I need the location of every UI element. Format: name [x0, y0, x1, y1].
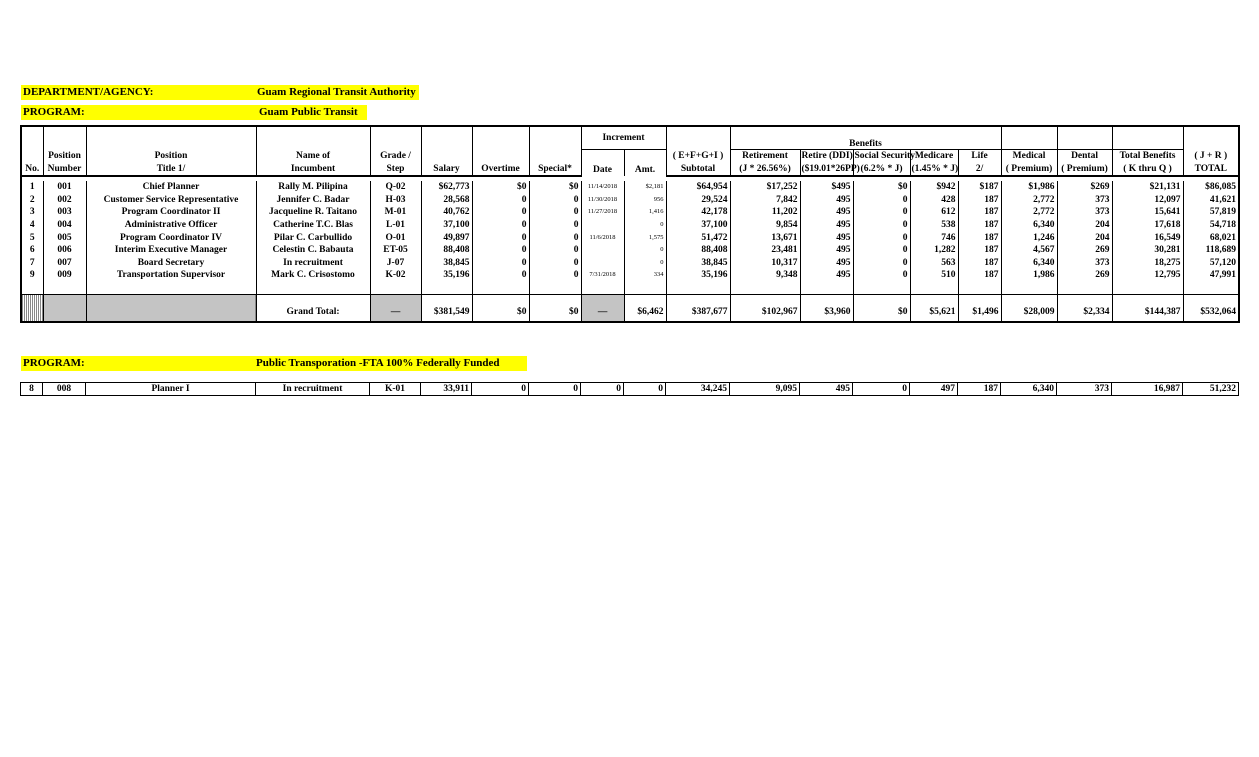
cell-life: 187 [958, 257, 1001, 270]
grand-total-ddi: $3,960 [800, 294, 853, 322]
cell-special: 0 [529, 219, 581, 232]
cell-medicare: $942 [910, 181, 958, 194]
table-row [21, 269, 1239, 282]
grand-total-retirement: $102,967 [730, 294, 800, 322]
cell-title: Program Coordinator II [86, 206, 256, 219]
grand-total-dental: $2,334 [1057, 294, 1112, 322]
cell-medicare: 538 [910, 219, 958, 232]
cell-total: 118,689 [1183, 244, 1239, 257]
cell-no: 3 [21, 206, 43, 219]
grand-total-life: $1,496 [958, 294, 1001, 322]
col-life: Life [958, 150, 1001, 163]
cell-total: 57,819 [1183, 206, 1239, 219]
cell-no: 7 [21, 257, 43, 270]
col-position-title-2: Title 1/ [86, 163, 256, 177]
col-medical: Medical [1001, 150, 1057, 163]
staffing-table [20, 125, 1240, 323]
grand-total-benefits: $144,387 [1112, 294, 1183, 322]
grand-total-medicare: $5,621 [910, 294, 958, 322]
cell-inc-date: 11/6/2018 [581, 232, 624, 245]
cell-inc-date [581, 219, 624, 232]
cell-inc-amt: 0 [624, 219, 666, 232]
cell-no: 2 [21, 194, 43, 207]
department-value: Guam Regional Transit Authority [257, 86, 416, 98]
cell-ss: 0 [853, 219, 910, 232]
cell-total: $86,085 [1183, 181, 1239, 194]
spacer-row [21, 282, 1239, 295]
cell-special: 0 [529, 244, 581, 257]
cell-ret: 7,842 [730, 194, 800, 207]
cell-salary: 33,911 [421, 383, 472, 396]
cell-subtotal: 51,472 [666, 232, 730, 245]
cell-dental: 373 [1057, 194, 1112, 207]
cell-title: Customer Service Representative [86, 194, 256, 207]
cell-totben: 30,281 [1112, 244, 1183, 257]
cell-totben: 18,275 [1112, 257, 1183, 270]
cell-pos: 003 [43, 206, 86, 219]
cell-medicare: 612 [910, 206, 958, 219]
cell-name: Pilar C. Carbullido [256, 232, 370, 245]
program-label: PROGRAM: [23, 106, 85, 118]
cell-grade: ET-05 [370, 244, 421, 257]
cell-medical: 2,772 [1001, 206, 1057, 219]
cell-name: Mark C. Crisostomo [256, 269, 370, 282]
federal-table [20, 382, 1239, 396]
cell-dental: 373 [1057, 206, 1112, 219]
col-no: No. [21, 163, 43, 177]
grand-total-medical: $28,009 [1001, 294, 1057, 322]
cell-medical: 4,567 [1001, 244, 1057, 257]
cell-salary: 35,196 [421, 269, 472, 282]
cell-ret: 11,202 [730, 206, 800, 219]
cell-subtotal: 37,100 [666, 219, 730, 232]
cell-ddi: 495 [800, 206, 853, 219]
col-subtotal: ( E+F+G+I ) [666, 150, 730, 163]
col-medicare: Medicare [910, 150, 958, 163]
cell-total: 51,232 [1183, 383, 1239, 396]
grand-total-subtotal: $387,677 [666, 294, 730, 322]
program-value: Guam Public Transit [259, 106, 358, 118]
col-dental-2: ( Premium) [1057, 163, 1112, 177]
cell-name: Jacqueline R. Taitano [256, 206, 370, 219]
cell-ret: 9,854 [730, 219, 800, 232]
cell-special: 0 [529, 269, 581, 282]
cell-medical: 6,340 [1001, 219, 1057, 232]
cell-life: 187 [958, 219, 1001, 232]
cell-name: In recruitment [256, 257, 370, 270]
table-row [21, 181, 1239, 194]
cell-grade: K-02 [370, 269, 421, 282]
cell-dental: 373 [1057, 257, 1112, 270]
cell-salary: 49,897 [421, 232, 472, 245]
cell-life: 187 [958, 244, 1001, 257]
cell-inc-date: 7/31/2018 [581, 269, 624, 282]
cell-total: 54,718 [1183, 219, 1239, 232]
cell-special: 0 [529, 194, 581, 207]
cell-medicare: 510 [910, 269, 958, 282]
cell-totben: 16,987 [1112, 383, 1183, 396]
cell-pos: 006 [43, 244, 86, 257]
cell-title: Administrative Officer [86, 219, 256, 232]
cell-inc-date: 11/14/2018 [581, 181, 624, 194]
cell-inc-date: 11/27/2018 [581, 206, 624, 219]
cell-totben: 12,795 [1112, 269, 1183, 282]
cell-salary: 28,568 [421, 194, 472, 207]
cell-totben: $21,131 [1112, 181, 1183, 194]
cell-medical: 1,246 [1001, 232, 1057, 245]
cell-inc-amt: 334 [624, 269, 666, 282]
cell-pos: 008 [43, 383, 86, 396]
grand-total-inc-amt: $6,462 [624, 294, 666, 322]
cell-life: 187 [958, 269, 1001, 282]
cell-ddi: 495 [800, 257, 853, 270]
cell-medical: 2,772 [1001, 194, 1057, 207]
cell-grade: O-01 [370, 232, 421, 245]
col-inc-amt: Amt. [624, 150, 666, 177]
table-row [21, 206, 1239, 219]
cell-special: 0 [529, 206, 581, 219]
cell-ss: 0 [853, 269, 910, 282]
cell-no: 9 [21, 269, 43, 282]
col-position-title: Position [86, 150, 256, 163]
cell-medical: $1,986 [1001, 181, 1057, 194]
program2-value: Public Transporation -FTA 100% Federally Funded [256, 357, 500, 369]
cell-inc-date: 0 [581, 383, 624, 396]
col-total-2: TOTAL [1183, 163, 1239, 177]
cell-subtotal: 35,196 [666, 269, 730, 282]
cell-inc-amt: $2,181 [624, 181, 666, 194]
cell-salary: 38,845 [421, 257, 472, 270]
col-total: ( J + R ) [1183, 150, 1239, 163]
cell-medical: 6,340 [1001, 383, 1057, 396]
col-retirement-2: (J * 26.56%) [730, 163, 800, 177]
cell-grade: H-03 [370, 194, 421, 207]
cell-special: 0 [529, 257, 581, 270]
cell-name: Celestin C. Babauta [256, 244, 370, 257]
cell-dental: $269 [1057, 181, 1112, 194]
cell-ss: 0 [853, 232, 910, 245]
cell-grade: L-01 [370, 219, 421, 232]
cell-inc-date: 11/30/2018 [581, 194, 624, 207]
col-position-number: Position [43, 150, 86, 163]
col-social-security-2: (6.2% * J) [853, 163, 910, 177]
cell-dental: 269 [1057, 269, 1112, 282]
cell-subtotal: 38,845 [666, 257, 730, 270]
cell-title: Board Secretary [86, 257, 256, 270]
col-name-2: Incumbent [256, 163, 370, 177]
cell-life: 187 [958, 232, 1001, 245]
cell-overtime: 0 [472, 269, 529, 282]
cell-ss: 0 [853, 244, 910, 257]
grand-total-total: $532,064 [1183, 294, 1239, 322]
cell-totben: 12,097 [1112, 194, 1183, 207]
cell-ddi: $495 [800, 181, 853, 194]
cell-total: 41,621 [1183, 194, 1239, 207]
cell-overtime: 0 [472, 219, 529, 232]
cell-medicare: 746 [910, 232, 958, 245]
col-salary: Salary [421, 163, 472, 177]
cell-ddi: 495 [800, 194, 853, 207]
cell-title: Interim Executive Manager [86, 244, 256, 257]
cell-dental: 373 [1057, 383, 1112, 396]
cell-title: Chief Planner [86, 181, 256, 194]
benefits-header: Benefits [730, 126, 1001, 150]
cell-name: In recruitment [256, 383, 370, 396]
grand-total-salary: $381,549 [421, 294, 472, 322]
cell-ddi: 495 [800, 269, 853, 282]
cell-ss: 0 [853, 206, 910, 219]
cell-ddi: 495 [800, 244, 853, 257]
cell-subtotal: 42,178 [666, 206, 730, 219]
col-name: Name of [256, 150, 370, 163]
col-ddi: Retire (DDI) [801, 151, 853, 161]
cell-inc-amt: 1,575 [624, 232, 666, 245]
cell-inc-amt: 0 [624, 383, 666, 396]
cell-subtotal: 88,408 [666, 244, 730, 257]
col-life-2: 2/ [958, 163, 1001, 177]
grand-total-row [21, 294, 1239, 322]
cell-ret: 13,671 [730, 232, 800, 245]
cell-special: $0 [529, 181, 581, 194]
cell-medical: 1,986 [1001, 269, 1057, 282]
col-subtotal-2: Subtotal [666, 163, 730, 177]
col-position-number-2: Number [43, 163, 86, 177]
grand-total-ss: $0 [853, 294, 910, 322]
cell-totben: 16,549 [1112, 232, 1183, 245]
cell-name: Rally M. Pilipina [256, 181, 370, 194]
cell-overtime: $0 [472, 181, 529, 194]
cell-totben: 15,641 [1112, 206, 1183, 219]
cell-inc-amt: 1,416 [624, 206, 666, 219]
cell-salary: 40,762 [421, 206, 472, 219]
cell-medicare: 497 [910, 383, 958, 396]
program-header [21, 105, 367, 120]
cell-name: Catherine T.C. Blas [256, 219, 370, 232]
col-medicare-2: (1.45% * J) [910, 163, 958, 177]
cell-total: 68,021 [1183, 232, 1239, 245]
cell-medicare: 563 [910, 257, 958, 270]
col-grade: Grade / [370, 150, 421, 163]
col-dental: Dental [1057, 150, 1112, 163]
cell-title: Transportation Supervisor [86, 269, 256, 282]
cell-medicare: 1,282 [910, 244, 958, 257]
col-special: Special* [529, 163, 581, 177]
cell-ddi: 495 [800, 219, 853, 232]
cell-totben: 17,618 [1112, 219, 1183, 232]
col-retirement: Retirement [730, 150, 800, 163]
cell-inc-date [581, 257, 624, 270]
cell-overtime: 0 [472, 206, 529, 219]
col-total-benefits: Total Benefits [1112, 150, 1183, 163]
cell-subtotal: 29,524 [666, 194, 730, 207]
table-row [21, 257, 1239, 270]
table-row [21, 232, 1239, 245]
program2-label: PROGRAM: [23, 357, 85, 369]
cell-ret: 10,317 [730, 257, 800, 270]
cell-special: 0 [529, 383, 581, 396]
table-body [21, 176, 1239, 294]
cell-title: Planner I [86, 383, 256, 396]
cell-no: 8 [21, 383, 43, 396]
cell-ddi: 495 [800, 383, 853, 396]
col-medical-2: ( Premium) [1001, 163, 1057, 177]
cell-life: 187 [958, 383, 1001, 396]
cell-ss: 0 [853, 257, 910, 270]
cell-no: 6 [21, 244, 43, 257]
cell-dental: 204 [1057, 219, 1112, 232]
department-header [21, 85, 419, 100]
cell-subtotal: 34,245 [666, 383, 730, 396]
cell-pos: 004 [43, 219, 86, 232]
cell-pos: 009 [43, 269, 86, 282]
table-row [21, 383, 1239, 396]
program2-header [21, 356, 527, 371]
cell-overtime: 0 [472, 257, 529, 270]
cell-life: $187 [958, 181, 1001, 194]
cell-no: 1 [21, 181, 43, 194]
increment-header: Increment [581, 126, 666, 150]
cell-salary: $62,773 [421, 181, 472, 194]
cell-total: 47,991 [1183, 269, 1239, 282]
cell-overtime: 0 [472, 244, 529, 257]
table-row [21, 219, 1239, 232]
table-row [21, 194, 1239, 207]
cell-pos: 001 [43, 181, 86, 194]
grand-total-overtime: $0 [472, 294, 529, 322]
cell-salary: 88,408 [421, 244, 472, 257]
cell-ret: 23,481 [730, 244, 800, 257]
cell-grade: K-01 [370, 383, 421, 396]
col-total-benefits-2: ( K thru Q ) [1112, 163, 1183, 177]
cell-ddi: 495 [800, 232, 853, 245]
cell-ss: 0 [853, 383, 910, 396]
cell-life: 187 [958, 194, 1001, 207]
cell-special: 0 [529, 232, 581, 245]
grand-total-label: Grand Total: [256, 294, 370, 322]
table-footer [21, 294, 1239, 322]
cell-name: Jennifer C. Badar [256, 194, 370, 207]
grand-total-special: $0 [529, 294, 581, 322]
cell-dental: 269 [1057, 244, 1112, 257]
cell-medicare: 428 [910, 194, 958, 207]
cell-overtime: 0 [472, 194, 529, 207]
cell-grade: M-01 [370, 206, 421, 219]
cell-inc-amt: 956 [624, 194, 666, 207]
table-row [21, 244, 1239, 257]
cell-inc-date [581, 244, 624, 257]
cell-overtime: 0 [472, 232, 529, 245]
cell-ss: $0 [853, 181, 910, 194]
cell-no: 4 [21, 219, 43, 232]
cell-grade: J-07 [370, 257, 421, 270]
col-grade-2: Step [370, 163, 421, 177]
cell-dental: 204 [1057, 232, 1112, 245]
cell-life: 187 [958, 206, 1001, 219]
cell-title: Program Coordinator IV [86, 232, 256, 245]
cell-ret: $17,252 [730, 181, 800, 194]
col-inc-date: Date [581, 150, 624, 177]
cell-pos: 007 [43, 257, 86, 270]
col-social-security: Social Security [854, 151, 915, 161]
department-label: DEPARTMENT/AGENCY: [23, 86, 154, 98]
cell-inc-amt: 0 [624, 244, 666, 257]
cell-grade: Q-02 [370, 181, 421, 194]
grand-total-grade: — [370, 294, 421, 322]
cell-medical: 6,340 [1001, 257, 1057, 270]
cell-salary: 37,100 [421, 219, 472, 232]
cell-pos: 005 [43, 232, 86, 245]
cell-ret: 9,095 [730, 383, 800, 396]
cell-overtime: 0 [472, 383, 529, 396]
cell-subtotal: $64,954 [666, 181, 730, 194]
col-ddi-2: ($19.01*26PP) [800, 163, 853, 177]
cell-ret: 9,348 [730, 269, 800, 282]
cell-pos: 002 [43, 194, 86, 207]
cell-no: 5 [21, 232, 43, 245]
cell-ss: 0 [853, 194, 910, 207]
grand-total-inc-date: — [581, 294, 624, 322]
cell-inc-amt: 0 [624, 257, 666, 270]
federal-table-body [21, 383, 1239, 396]
cell-total: 57,120 [1183, 257, 1239, 270]
col-overtime: Overtime [472, 163, 529, 177]
